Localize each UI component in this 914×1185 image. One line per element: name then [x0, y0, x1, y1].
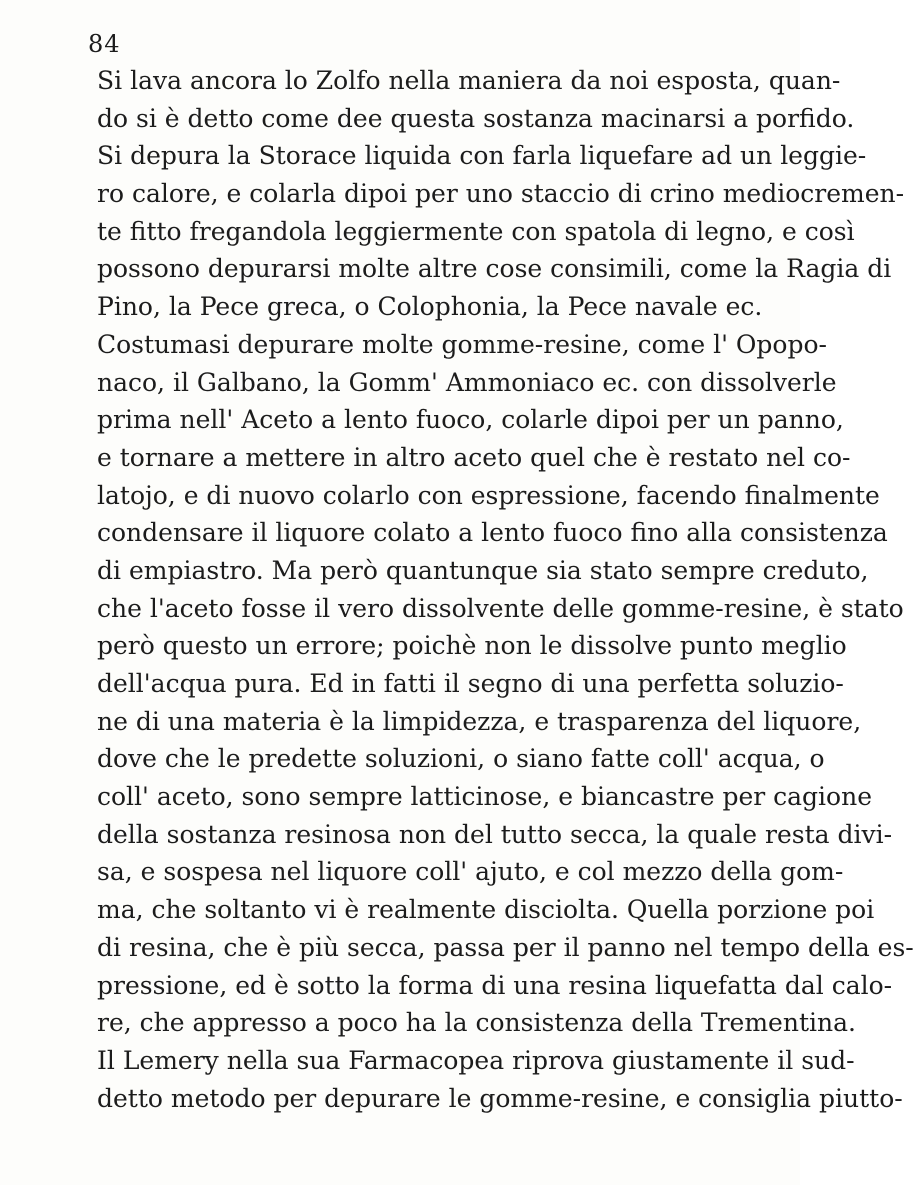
- text-line: che l'aceto fosse il vero dissolvente delle gomme-resine, è stato: [97, 593, 904, 623]
- text-line: e tornare a mettere in altro aceto quel che è restato nel co-: [97, 442, 851, 472]
- text-line: do si è detto come dee questa sostanza macinarsi a porfido.: [97, 103, 855, 133]
- text-line: di empiastro. Ma però quantunque sia stato sempre creduto,: [97, 555, 869, 585]
- text-line: però questo un errore; poichè non le dissolve punto meglio: [97, 631, 847, 661]
- text-line: di resina, che è più secca, passa per il panno nel tempo della es-: [97, 932, 914, 962]
- text-line: Pino, la Pece greca, o Colophonia, la Pece navale ec.: [97, 292, 763, 322]
- text-line: condensare il liquore colato a lento fuoco fino alla consistenza: [97, 518, 888, 548]
- text-line: detto metodo per depurare le gomme-resine, e consiglia piutto-: [97, 1083, 903, 1113]
- text-line: coll' aceto, sono sempre latticinose, e biancastre per cagione: [97, 782, 872, 812]
- text-line: dove che le predette soluzioni, o siano fatte coll' acqua, o: [97, 744, 825, 774]
- text-line: Si depura la Storace liquida con farla liquefare ad un leggie-: [97, 141, 867, 171]
- text-line: Il Lemery nella sua Farmacopea riprova giustamente il sud-: [97, 1045, 855, 1075]
- text-line: naco, il Galbano, la Gomm' Ammoniaco ec. con dissolverle: [97, 367, 837, 397]
- text-line: sa, e sospesa nel liquore coll' ajuto, e col mezzo della gom-: [97, 857, 844, 887]
- text-line: ro calore, e colarla dipoi per uno staccio di crino mediocremen-: [97, 179, 905, 209]
- text-line: ma, che soltanto vi è realmente disciolta. Quella porzione poi: [97, 895, 875, 925]
- text-line: re, che appresso a poco ha la consistenza della Trementina.: [97, 1008, 856, 1038]
- text-line: Costumasi depurare molte gomme-resine, come l' Opopo-: [97, 329, 827, 359]
- text-line: dell'acqua pura. Ed in fatti il segno di una perfetta soluzio-: [97, 669, 844, 698]
- text-line: prima nell' Aceto a lento fuoco, colarle dipoi per un panno,: [97, 405, 844, 435]
- page-number: 84: [88, 30, 121, 58]
- text-line: latojo, e di nuovo colarlo con espressione, facendo finalmente: [97, 480, 880, 510]
- text-line: pressione, ed è sotto la forma di una resina liquefatta dal calo-: [97, 970, 893, 1000]
- body-text: [97, 62, 914, 1117]
- text-line: della sostanza resinosa non del tutto secca, la quale resta divi-: [97, 819, 893, 849]
- text-line: te fitto fregandola leggiermente con spatola di legno, e così: [97, 216, 855, 246]
- text-line: ne di una materia è la limpidezza, e trasparenza del liquore,: [97, 706, 862, 736]
- text-line: Si lava ancora lo Zolfo nella maniera da noi esposta, quan-: [97, 66, 841, 95]
- text-line: possono depurarsi molte altre cose consimili, come la Ragia di: [97, 254, 892, 284]
